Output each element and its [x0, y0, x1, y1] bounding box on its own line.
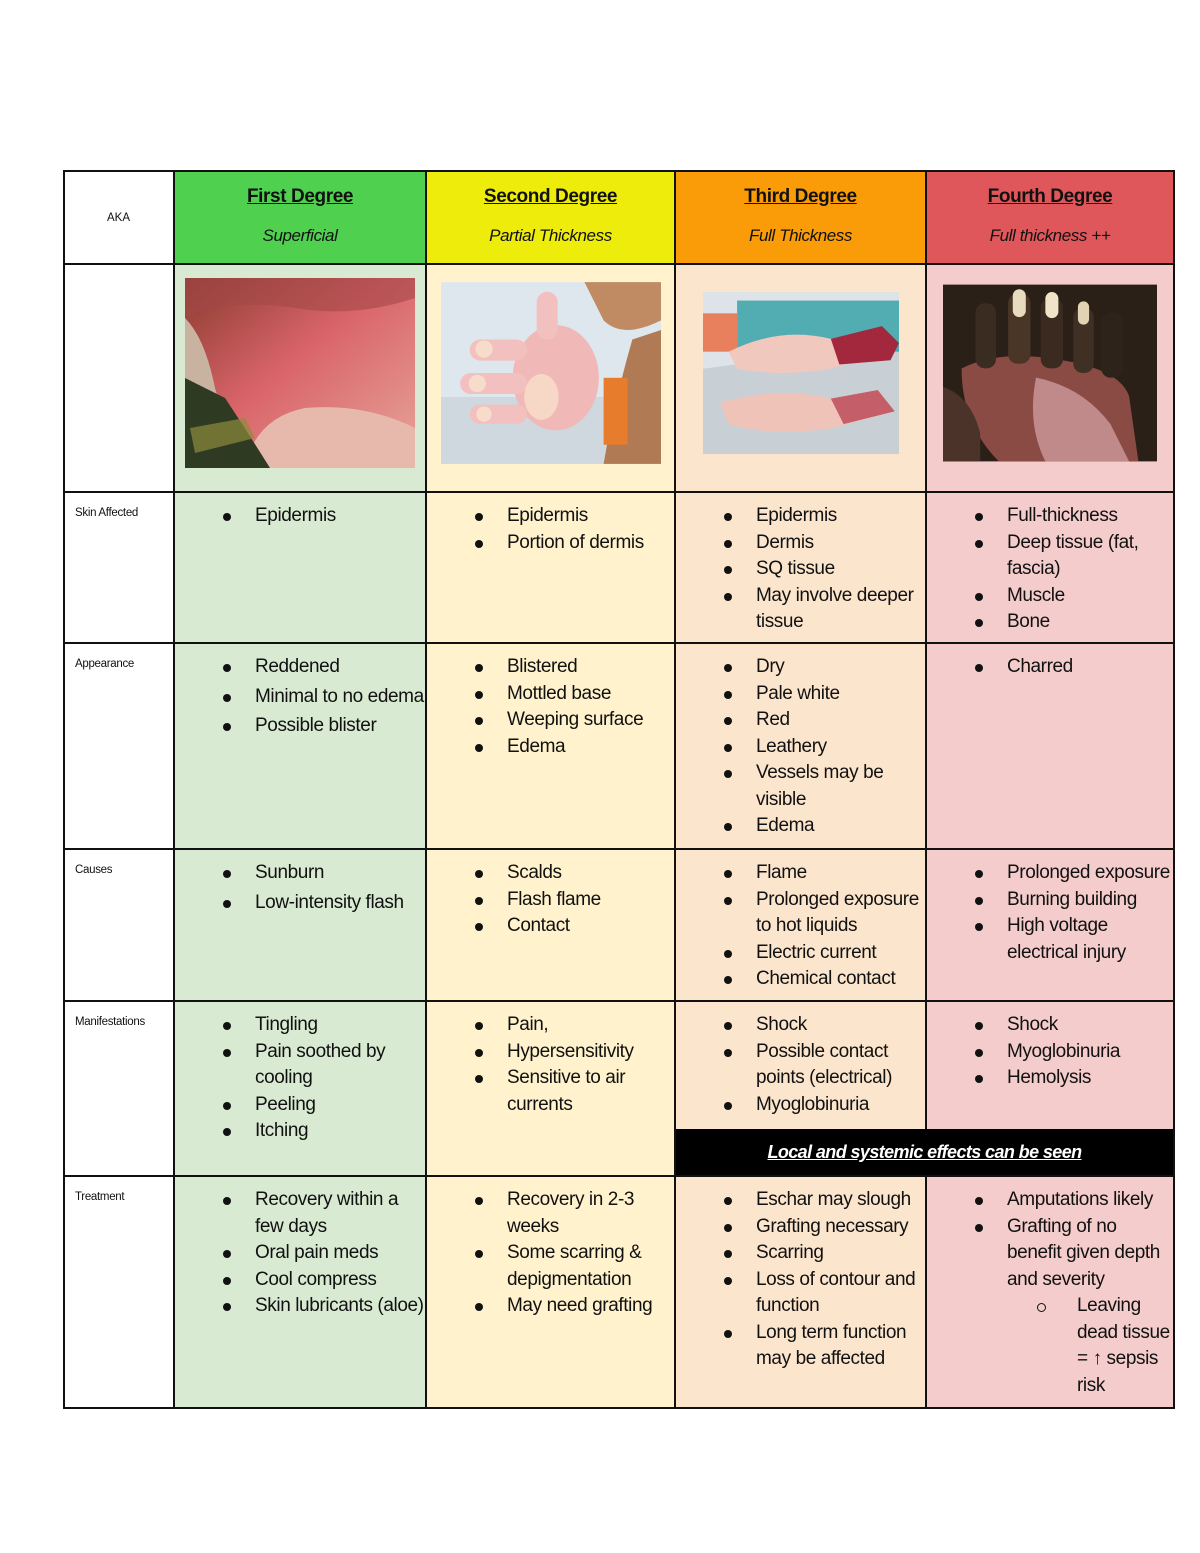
causes-second	[426, 849, 675, 1001]
list-item: Charred	[967, 654, 1173, 681]
list-item: Low-intensity flash	[215, 890, 425, 917]
list-item: Prolonged exposure	[967, 860, 1173, 887]
fourth-degree-aka: Full thickness ++	[989, 226, 1111, 245]
list-item: Contact	[467, 913, 674, 940]
list-item: Epidermis	[467, 503, 674, 530]
fourth-degree-header	[926, 171, 1174, 264]
third-degree-header	[675, 171, 926, 264]
list-item: High voltage electrical injury	[967, 913, 1173, 966]
image-row	[64, 264, 1174, 492]
list-item: Mottled base	[467, 681, 674, 708]
list-item: Dermis	[716, 530, 925, 557]
list-item: Bone	[967, 609, 1173, 636]
appearance-label: Appearance	[64, 643, 174, 849]
skin-affected-third	[675, 492, 926, 643]
second-degree-image-cell	[426, 264, 675, 492]
causes-label: Causes	[64, 849, 174, 1001]
second-degree-aka: Partial Thickness	[489, 226, 612, 245]
treatment-first	[174, 1176, 426, 1408]
list-item: Portion of dermis	[467, 530, 674, 557]
treatment-row	[64, 1176, 1174, 1408]
list-item: Edema	[716, 813, 925, 840]
manifestations-third	[676, 1002, 927, 1129]
second-degree-header	[426, 171, 675, 264]
first-degree-aka: Superficial	[262, 226, 338, 245]
list-item: Flame	[716, 860, 925, 887]
list-item: May need grafting	[467, 1293, 674, 1320]
list-item: Possible blister	[215, 713, 425, 740]
list-item: Electric current	[716, 940, 925, 967]
skin-affected-first	[174, 492, 426, 643]
skin-affected-label: Skin Affected	[64, 492, 174, 643]
list-item: Blistered	[467, 654, 674, 681]
list-item: Myoglobinuria	[967, 1039, 1173, 1066]
systemic-effects-banner: Local and systemic effects can be seen	[676, 1129, 1173, 1175]
header-row	[64, 171, 1174, 264]
list-item: Red	[716, 707, 925, 734]
list-item: Some scarring & depigmentation	[467, 1240, 674, 1293]
third-degree-aka: Full Thickness	[748, 226, 853, 245]
appearance-second	[426, 643, 675, 849]
first-degree-header	[174, 171, 426, 264]
list-item: Epidermis	[716, 503, 925, 530]
list-item: Peeling	[215, 1092, 425, 1119]
treatment-label: Treatment	[64, 1176, 174, 1408]
list-item: Prolonged exposure to hot liquids	[716, 887, 925, 940]
list-item: Muscle	[967, 583, 1173, 610]
manifestations-fourth	[927, 1002, 1173, 1129]
list-item: Chemical contact	[716, 966, 925, 993]
list-item: Myoglobinuria	[716, 1092, 925, 1119]
manifestations-first	[174, 1001, 426, 1176]
manifestations-row	[64, 1001, 1174, 1176]
causes-row	[64, 849, 1174, 1001]
list-item: Amputations likely	[967, 1187, 1173, 1214]
list-item: Minimal to no edema	[215, 684, 425, 711]
appearance-third	[675, 643, 926, 849]
skin-affected-second	[426, 492, 675, 643]
list-item: SQ tissue	[716, 556, 925, 583]
list-item: Leathery	[716, 734, 925, 761]
list-item: Skin lubricants (aloe)	[215, 1293, 425, 1320]
list-item: Itching	[215, 1118, 425, 1145]
list-item	[967, 1214, 1173, 1400]
list-item: Flash flame	[467, 887, 674, 914]
aka-label: AKA	[64, 171, 174, 264]
list-item: Scalds	[467, 860, 674, 887]
burn-degree-table	[63, 170, 1175, 1409]
list-item: Shock	[716, 1012, 925, 1039]
appearance-row	[64, 643, 1174, 849]
list-item: Scarring	[716, 1240, 925, 1267]
list-item: Dry	[716, 654, 925, 681]
burned-hands-photo	[703, 278, 899, 468]
list-item: Deep tissue (fat, fascia)	[967, 530, 1173, 583]
first-degree-image-cell	[174, 264, 426, 492]
list-item: Sunburn	[215, 860, 425, 887]
manifestations-label: Manifestations	[64, 1001, 174, 1176]
causes-third	[675, 849, 926, 1001]
list-item: Sensitive to air currents	[467, 1065, 674, 1118]
list-item: Pale white	[716, 681, 925, 708]
manifestations-third-fourth	[675, 1001, 1174, 1176]
list-item: Oral pain meds	[215, 1240, 425, 1267]
list-item: Tingling	[215, 1012, 425, 1039]
appearance-fourth	[926, 643, 1174, 849]
causes-first	[174, 849, 426, 1001]
image-row-label	[64, 264, 174, 492]
list-item: Pain soothed by cooling	[215, 1039, 425, 1092]
list-item: Pain,	[467, 1012, 674, 1039]
charred-hand-photo	[943, 278, 1157, 468]
list-item: Reddened	[215, 654, 425, 681]
list-item: Eschar may slough	[716, 1187, 925, 1214]
sub-list-item: Leaving dead tissue = ↑ sepsis risk	[1037, 1293, 1173, 1399]
list-item: Weeping surface	[467, 707, 674, 734]
list-item: Vessels may be visible	[716, 760, 925, 813]
list-item: Edema	[467, 734, 674, 761]
manifestations-second	[426, 1001, 675, 1176]
list-item: Recovery within a few days	[215, 1187, 425, 1240]
blistered-hand-photo	[441, 278, 661, 468]
list-item: Recovery in 2-3 weeks	[467, 1187, 674, 1240]
third-degree-image-cell	[675, 264, 926, 492]
list-item: Hemolysis	[967, 1065, 1173, 1092]
second-degree-title: Second Degree	[483, 186, 618, 207]
list-item-text: Grafting of no benefit given depth and severity	[1007, 1215, 1160, 1290]
list-item: Loss of contour and function	[716, 1267, 925, 1320]
skin-affected-fourth	[926, 492, 1174, 643]
fourth-degree-title: Fourth Degree	[987, 186, 1113, 207]
appearance-first	[174, 643, 426, 849]
sunburned-shoulder-photo	[185, 278, 415, 468]
first-degree-title: First Degree	[246, 186, 354, 207]
third-degree-title: Third Degree	[744, 186, 857, 207]
list-item: Cool compress	[215, 1267, 425, 1294]
list-item: Possible contact points (electrical)	[716, 1039, 925, 1092]
treatment-third	[675, 1176, 926, 1408]
list-item: Shock	[967, 1012, 1173, 1039]
causes-fourth	[926, 849, 1174, 1001]
list-item: Grafting necessary	[716, 1214, 925, 1241]
list-item: Full-thickness	[967, 503, 1173, 530]
list-item: Epidermis	[215, 503, 425, 530]
list-item: May involve deeper tissue	[716, 583, 925, 636]
treatment-second	[426, 1176, 675, 1408]
fourth-degree-image-cell	[926, 264, 1174, 492]
treatment-fourth	[926, 1176, 1174, 1408]
list-item: Long term function may be affected	[716, 1320, 925, 1373]
list-item: Hypersensitivity	[467, 1039, 674, 1066]
skin-affected-row	[64, 492, 1174, 643]
list-item: Burning building	[967, 887, 1173, 914]
